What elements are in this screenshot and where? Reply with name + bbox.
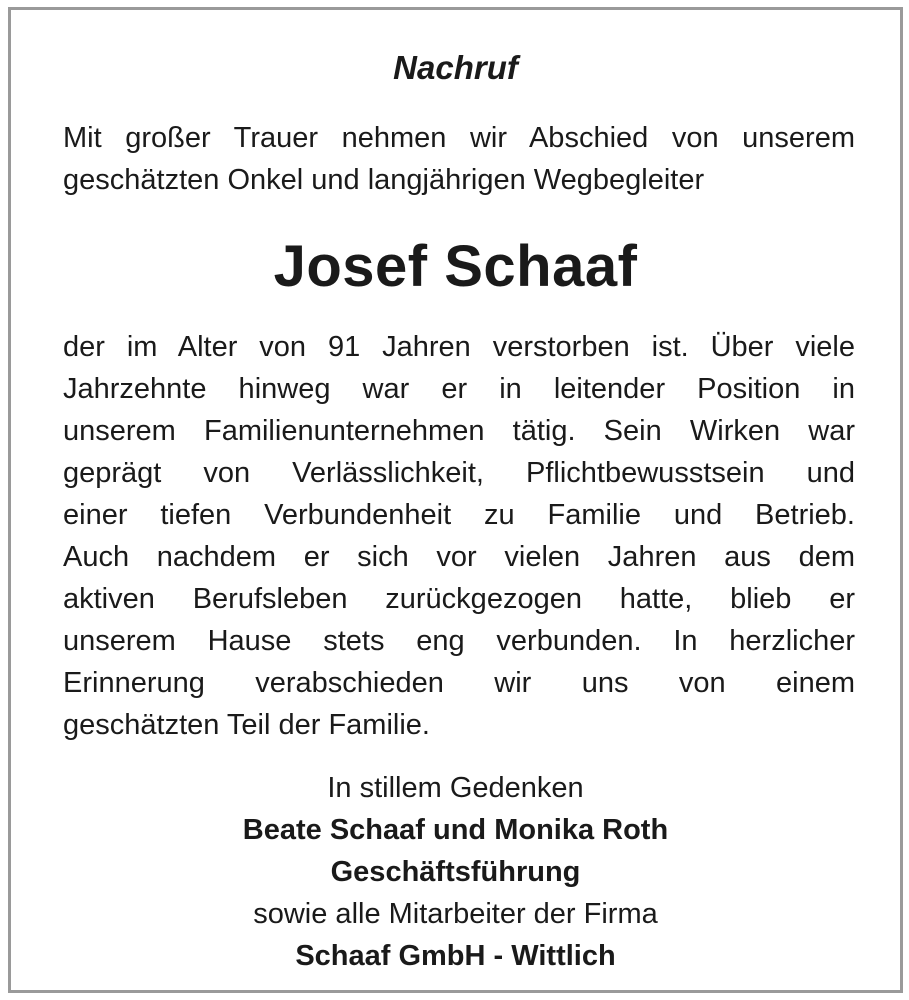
intro-line: geschätzten Onkel und langjährigen Wegbegleiter xyxy=(63,164,705,196)
body-line: der im Alter von 91 Jahren verstorben ist. Über viele xyxy=(63,331,855,363)
body-line: unserem Hause stets eng verbunden. In herzlicher xyxy=(63,625,855,657)
body-line: aktiven Berufsleben zurückgezogen hatte, blieb er xyxy=(63,583,855,615)
staff-line: sowie alle Mitarbeiter der Firma xyxy=(253,898,658,930)
body-line: einer tiefen Verbundenheit zu Familie und Betrieb. xyxy=(63,499,855,531)
body-line: unserem Familienunternehmen tätig. Sein Wirken war xyxy=(63,415,855,447)
obituary-frame xyxy=(8,7,903,993)
intro-paragraph xyxy=(63,117,855,201)
obituary-heading: Nachruf xyxy=(393,49,518,86)
role-line: Geschäftsführung xyxy=(330,856,581,888)
closing-line: In stillem Gedenken xyxy=(327,772,584,804)
body-line: geschätzten Teil der Familie. xyxy=(63,709,430,741)
body-line: Auch nachdem er sich vor vielen Jahren aus dem xyxy=(63,541,855,573)
deceased-name: Josef Schaaf xyxy=(273,234,638,299)
signature-block xyxy=(11,767,900,977)
company-line: Schaaf GmbH - Wittlich xyxy=(295,940,616,972)
intro-line: Mit großer Trauer nehmen wir Abschied von unserem xyxy=(63,122,855,154)
body-paragraph xyxy=(63,326,855,746)
body-line: geprägt von Verlässlichkeit, Pflichtbewusstsein und xyxy=(63,457,855,489)
signers-line: Beate Schaaf und Monika Roth xyxy=(242,814,669,846)
body-line: Jahrzehnte hinweg war er in leitender Position in xyxy=(63,373,855,405)
body-line: Erinnerung verabschieden wir uns von einem xyxy=(63,667,855,699)
